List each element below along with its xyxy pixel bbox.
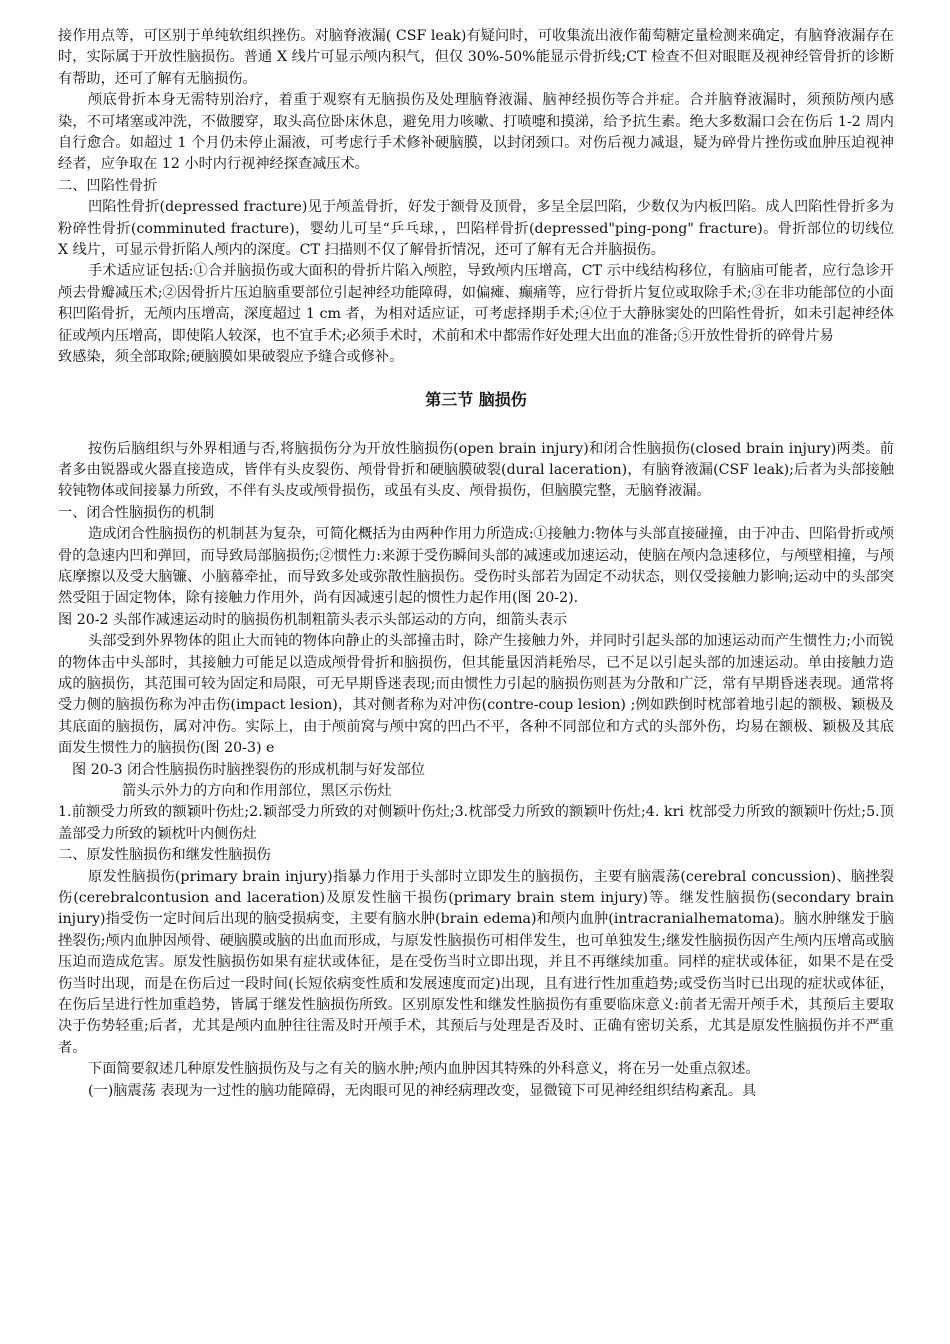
figure-caption-20-3: 图 20-3 闭合性脑损伤时脑挫裂伤的形成机制与好发部位 — [72, 761, 426, 778]
section-title: 第三节 脑损伤 — [425, 389, 527, 409]
paragraph-csf-leak-diagnosis: 接作用点等，可区别于单纯软组织挫伤。对脑脊液漏( CSF leak)有疑问时，可收集流出液作葡萄糖定量检测来确定，有脑脊液漏存在时，实际属于开放性脑损伤。普通 X 线片可显示颅内积气，但仅 30%-50%能显示骨折线;CT 检查不但对眼眶及视神经管骨折的诊断有帮助，还可了解有无脑损伤。 — [58, 28, 894, 87]
heading-closed-brain-injury-mechanism: 一、闭合性脑损伤的机制 — [58, 504, 215, 521]
heading-primary-secondary-injury: 二、原发性脑损伤和继发性脑损伤 — [58, 847, 271, 864]
paragraph-surgery-indications: 手术适应证包括:①合并脑损伤或大面积的骨折片陷入颅腔，导致颅内压增高，CT 示中线结构移位，有脑庙可能者，应行急诊开颅去骨瓣减压术;②因骨折片压迫脑重要部位引起神经功能障碍，如偏瘫、癫痛等，应行骨折片复位或取除手术;③在非功能部位的小面积凹陷骨折，无颅内压增高，深度超过 1 cm 者，为相对适应证，可考虑择期手术;④位于大静脉窦处的凹陷性骨折，如未引起神经体征或颅内压增高，即使陷人较深，也不宜手术;必须手术时，术前和术中都需作好处理大出血的准备;⑤开放性骨折的碎骨片易 — [58, 263, 894, 344]
paragraph-contact-inertial-force: 头部受到外界物体的阻止大而钝的物体向静止的头部撞击时，除产生接触力外，并同时引起头部的加速运动而产生惯性力;小而锐的物体击中头部时，其接触力可能足以造成颅骨骨折和脑损伤，但其能量因消耗殆尽，已不足以引起头部的加速运动。单由接触力造成的脑损伤，其范围可较为固定和局限，可无早期昏迷表现;而由惯性力引起的脑损伤则甚为分散和广泛，常有早期昏迷表现。通常将受力侧的脑损伤称为冲击伤(impact lesion)，其对侧者称为对冲伤(contre-coup lesion) ;例如跌倒时枕部着地引起的额极、颖极及其底面的脑损伤，属对冲伤。实际上，由于颅前窝与颅中窝的凹凸不平，各种不同部位和方式的头部外伤，均易在额极、颖极及其底面发生惯性力的脑损伤(图 20-3) e — [58, 633, 894, 757]
paragraph-concussion: (一)脑震荡 表现为一过性的脑功能障碍，无肉眼可见的神经病理改变，显微镜下可见神经组织结构紊乱。具 — [88, 1082, 757, 1099]
paragraph-injury-mechanism: 造成闭合性脑损伤的机制甚为复杂，可简化概括为由两种作用力所造成:①接触力:物体与头部直接碰撞，由于冲击、凹陷骨折或颅骨的急速内凹和弹回，而导致局部脑损伤;②惯性力:来源于受伤瞬间头部的减速或加速运动，使脑在颅内急速移位，与颅壁相撞，与颅底摩擦以及受大脑镰、小脑幕牵扯，而导致多处或弥散性脑损伤。受伤时头部若为固定不动状态，则仅受接触力影响;运动中的头部突然受阻于固定物体，除有接触力作用外，尚有因减速引起的惯性力起作用(图 20-2). — [58, 526, 894, 607]
paragraph-primary-secondary-injury: 原发性脑损伤(primary brain injury)指暴力作用于头部时立即发生的脑损伤，主要有脑震荡(cerebral concussion)、脑挫裂伤(cerebralcontusion and laceration)及原发性脑干损伤(primary brain stem injury)等。继发性脑损伤(secondary brain injury)指受伤一定时间后出现的脑受损病变，主要有脑水肿(brain edema)和颅内血肿(intracranialhematoma)。脑水肿继发于脑挫裂伤;颅内血肿因颅骨、硬脑膜或脑的出血而形成，与原发性脑损伤可相伴发生，也可单独发生;继发性脑损伤因产生颅内压增高或脑压迫而造成危害。原发性脑损伤如果有症状或体征，是在受伤当时立即出现，并且不再继续加重。同样的症状或体征，如果不是在受伤当时出现，而是在伤后过一段时间(长短依病变性质和发展速度而定)出现，且有进行性加重趋势;或受伤当时已出现的症状或体征，在伤后呈进行性加重趋势，皆属于继发性脑损伤所致。区别原发性和继发性脑损伤有重要临床意义:前者无需开颅手术，其预后主要取决于伤势轻重;后者，尤其是颅内血肿往往需及时开颅手术，其预后与处理是否及时、正确有密切关系，尤其是原发性脑损伤并不严重者。 — [58, 868, 894, 1056]
figure-caption-20-3-list: 1.前额受力所致的额颖叶伤灶;2.颖部受力所致的对侧颖叶伤灶;3.枕部受力所致的额颖叶伤灶;4. kri 枕部受力所致的额颖叶伤灶;5.顶盖部受力所致的颖枕叶内侧伤灶 — [58, 804, 894, 842]
paragraph-brain-injury-classification: 按伤后脑组织与外界相通与否,将脑损伤分为开放性脑损伤(open brain injury)和闭合性脑损伤(closed brain injury)两类。前者多由锐器或火器直接造成，皆伴有头皮裂伤、颅骨骨折和硬脑膜破裂(dural laceration)，有脑脊液漏(CSF leak);后者为头部接触较钝物体或间接暴力所致，不伴有头皮或颅骨损伤，或虽有头皮、颅骨损伤，但脑膜完整，无脑脊液漏。 — [58, 440, 894, 500]
figure-caption-20-2: 图 20-2 头部作减速运动时的脑损伤机制粗箭头表示头部运动的方向，细箭头表示 — [58, 611, 568, 628]
paragraph-depressed-fracture: 凹陷性骨折(depressed fracture)见于颅盖骨折，好发于额骨及顶骨，多呈全层凹陷，少数仅为内板凹陷。成人凹陷性骨折多为粉碎性骨折(comminuted fracture)，婴幼儿可呈“乒乓球，，凹陷样骨折(depressed"ping-pong" fracture)。骨折部位的切线位 X 线片，可显示骨折陷人颅内的深度。CT 扫描则不仅了解骨折情况，还可了解有无合并脑损伤。 — [58, 199, 894, 259]
paragraph-skull-base-fracture-treatment: 颅底骨折本身无需特别治疗，着重于观察有无脑损伤及处理脑脊液漏、脑神经损伤等合并症。合并脑脊液漏时，须预防颅内感染，不可堵塞或冲洗，不做腰穿，取头高位卧床休息，避免用力咳嗽、打喷嚏和摸涕，给予抗生素。绝大多数漏口会在伤后 1-2 周内自行愈合。如超过 1 个月仍未停止漏液，可考虑行手术修补硬脑膜，以封闭颈口。对伤后视力减退，疑为碎骨片挫伤或血肿压迫视神经者，应争取在 12 小时内行视神经探查减压术。 — [58, 92, 894, 173]
document-page — [58, 26, 894, 1102]
paragraph-surgery-indications-cont: 致感染，须全部取除;硬脑膜如果破裂应予缝合或修补。 — [58, 349, 404, 366]
figure-caption-20-3-subtitle: 箭头示外力的方向和作用部位，黑区示伤灶 — [122, 783, 392, 799]
paragraph-overview-following: 下面简要叙述几种原发性脑损伤及与之有关的脑水肿;颅内血肿因其特殊的外科意义，将在另一处重点叙述。 — [88, 1061, 760, 1078]
heading-depressed-fracture: 二、凹陷性骨折 — [58, 177, 158, 194]
